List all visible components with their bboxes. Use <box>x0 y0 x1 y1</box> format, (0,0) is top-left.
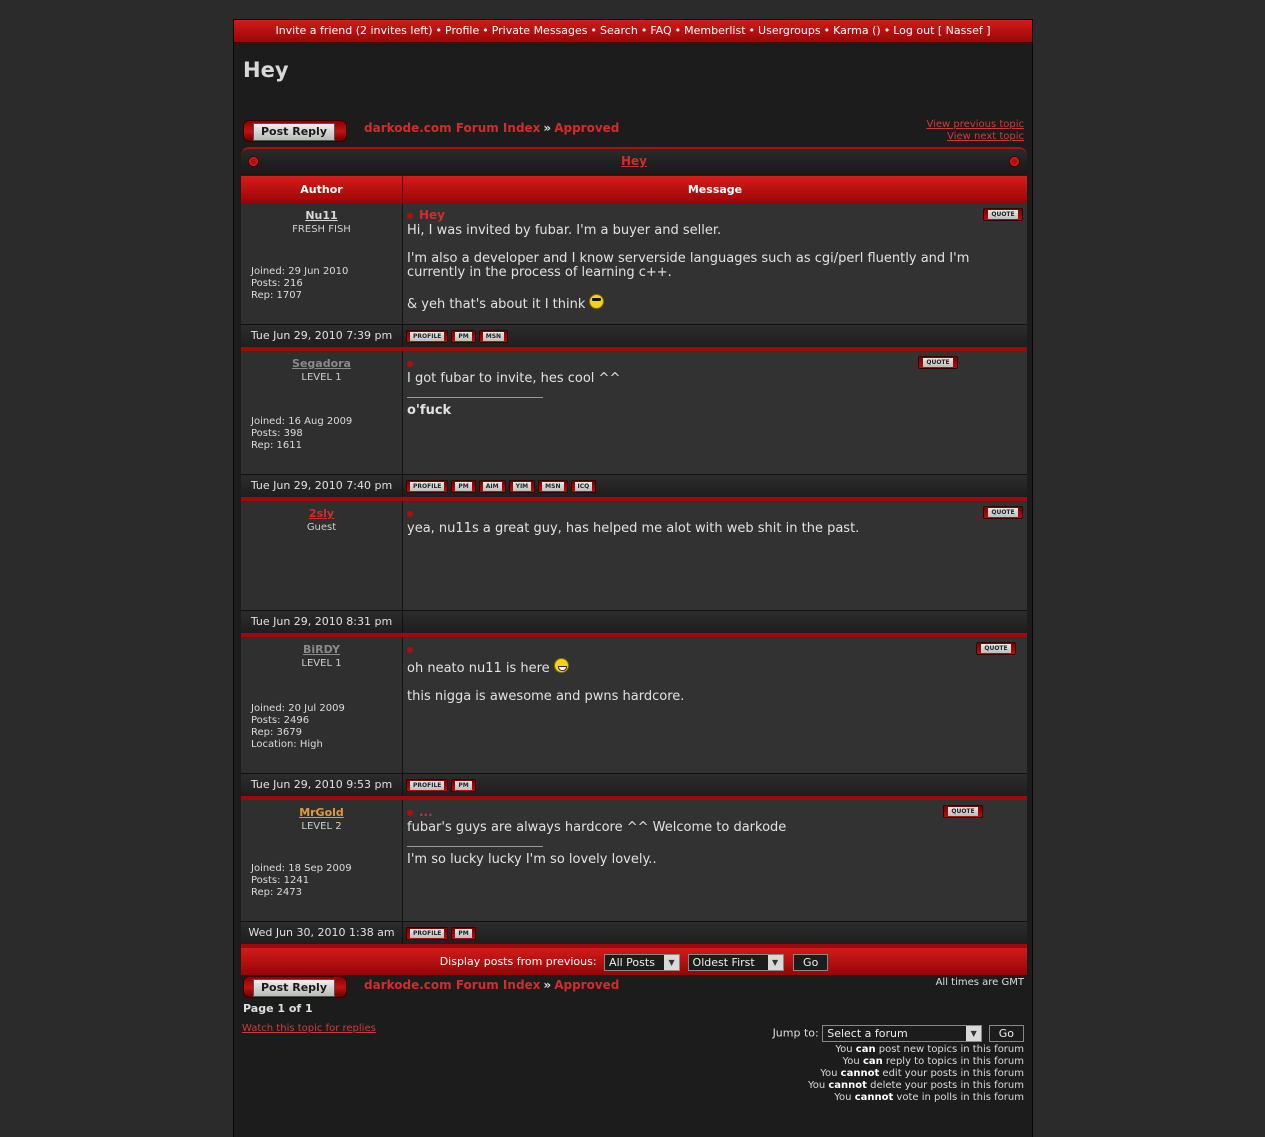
post <box>241 800 1027 922</box>
username-link[interactable]: Segadora <box>292 357 351 370</box>
contact-button-profile[interactable] <box>406 779 448 792</box>
post-message <box>403 800 1027 921</box>
post-message <box>403 203 1027 324</box>
post-date: Tue Jun 29, 2010 8:31 pm <box>241 611 403 633</box>
contact-button-label: ICQ <box>575 482 593 491</box>
post-message <box>403 637 1027 773</box>
post-body-text: fubar's guys are always hardcore ^^ Welcome to darkode <box>407 820 787 835</box>
contact-button-pm[interactable] <box>451 927 475 940</box>
quote-button[interactable] <box>983 506 1023 519</box>
posts-range-value: All Posts <box>609 955 655 969</box>
username-link[interactable]: Nu11 <box>305 209 338 222</box>
contact-button-label: MSN <box>483 332 504 341</box>
user-stat: Posts: 398 <box>251 428 303 439</box>
contact-button-label: PM <box>455 929 471 938</box>
permission-line <box>808 1092 1024 1104</box>
nav-separator: • <box>482 24 489 37</box>
breadcrumb <box>364 121 619 135</box>
post-footer <box>241 774 1027 800</box>
nav-separator: • <box>883 24 891 37</box>
nav-separator: • <box>640 24 648 37</box>
nav-link-2[interactable]: Private Messages <box>491 24 588 37</box>
display-go-button[interactable]: Go <box>793 954 828 971</box>
corner-dot-icon <box>248 156 259 167</box>
contact-button-label: PM <box>455 781 471 790</box>
post-subject <box>407 208 1023 224</box>
breadcrumb-bottom <box>364 978 619 992</box>
nav-separator: • <box>823 24 831 37</box>
chevron-down-icon: ▼ <box>966 1026 981 1041</box>
user-rank: LEVEL 1 <box>301 372 342 383</box>
permission-text: reply to topics in this forum <box>882 1056 1024 1067</box>
nav-link-5[interactable]: Memberlist <box>684 24 746 37</box>
breadcrumb-arrow: » <box>543 978 552 992</box>
permission-verb: can <box>855 1044 876 1055</box>
post <box>241 203 1027 325</box>
contact-button-label: MSN <box>542 482 563 491</box>
post-date: Tue Jun 29, 2010 9:53 pm <box>241 774 403 796</box>
quote-label: QUOTE <box>981 644 1011 653</box>
topic-table <box>241 147 1027 975</box>
quote-label: QUOTE <box>948 807 978 816</box>
sort-order-value: Oldest First <box>692 955 755 969</box>
user-stats <box>251 863 352 899</box>
post-date: Tue Jun 29, 2010 7:39 pm <box>241 325 403 347</box>
permission-text: You <box>820 1068 841 1079</box>
post-author <box>241 501 403 610</box>
post-bullet-icon <box>407 810 413 816</box>
watch-topic-link[interactable]: Watch this topic for replies <box>242 1023 376 1034</box>
chevron-down-icon: ▼ <box>664 955 679 970</box>
post-body-paragraph <box>407 821 1023 835</box>
post-subject <box>407 805 1023 821</box>
contact-button-icq[interactable] <box>571 480 597 493</box>
contact-button-yim[interactable] <box>509 480 536 493</box>
nav-separator: • <box>748 24 756 37</box>
nav-link-3[interactable]: Search <box>600 24 638 37</box>
chevron-down-icon: ▼ <box>768 955 783 970</box>
page-info: Page 1 of 1 <box>243 1002 313 1015</box>
post-body-text: Hi, I was invited by fubar. I'm a buyer and seller. <box>407 223 722 238</box>
permission-text: You <box>834 1092 855 1103</box>
post-body-paragraph <box>407 372 1023 386</box>
quote-label: QUOTE <box>988 508 1018 517</box>
sort-order-select[interactable] <box>688 954 784 971</box>
post-subject <box>407 642 1023 658</box>
nav-separator: • <box>435 24 443 37</box>
post-author <box>241 637 403 773</box>
display-options-bar <box>241 948 1027 975</box>
post-author <box>241 351 403 474</box>
contact-button-label: PROFILE <box>410 781 444 790</box>
post-reply-label: Post Reply <box>253 123 335 141</box>
quote-label: QUOTE <box>988 210 1018 219</box>
permission-line <box>808 1056 1024 1068</box>
permission-text: delete your posts in this forum <box>866 1080 1024 1091</box>
permission-verb: cannot <box>854 1092 894 1103</box>
post-body-text: oh neato nu11 is here <box>407 661 550 676</box>
post-signature: I'm so lucky lucky I'm so lovely lovely.. <box>407 852 657 867</box>
permission-verb: cannot <box>828 1080 867 1091</box>
jump-label: Jump to: <box>772 1026 819 1040</box>
permission-text: You <box>842 1056 863 1067</box>
post-contact-buttons <box>403 922 1027 944</box>
post-reply-button-bottom[interactable] <box>243 976 347 998</box>
breadcrumb-forum-index[interactable]: darkode.com Forum Index <box>364 121 541 135</box>
contact-button-label: YIM <box>513 482 532 491</box>
post-footer <box>241 611 1027 637</box>
jump-to <box>773 1025 1024 1042</box>
post-body-text: this nigga is awesome and pwns hardcore. <box>407 689 685 704</box>
post <box>241 351 1027 475</box>
contact-button-label: PROFILE <box>410 929 444 938</box>
post-date: Wed Jun 30, 2010 1:38 am <box>241 922 403 944</box>
post-body-text: & yeh that's about it I think <box>407 297 586 312</box>
contact-button-msn[interactable] <box>479 330 508 343</box>
breadcrumb-forum[interactable]: Approved <box>554 978 620 992</box>
breadcrumb-arrow: » <box>543 121 552 135</box>
permissions-list <box>808 1044 1024 1104</box>
posts-range-select[interactable] <box>604 954 680 971</box>
contact-button-msn[interactable] <box>538 480 567 493</box>
permission-line <box>808 1080 1024 1092</box>
post-body-paragraph <box>407 294 1023 312</box>
quote-button[interactable] <box>918 356 958 369</box>
post-body-text: yea, nu11s a great guy, has helped me alot with web shit in the past. <box>407 521 860 536</box>
contact-button-label: PROFILE <box>410 482 444 491</box>
contact-button-label: PM <box>455 482 471 491</box>
post-bullet-icon <box>407 361 413 367</box>
permission-text: edit your posts in this forum <box>879 1068 1024 1079</box>
post-body-text: I got fubar to invite, hes cool ^^ <box>407 371 621 386</box>
contact-button-label: PROFILE <box>410 332 444 341</box>
view-next-topic-link[interactable]: View next topic <box>947 131 1024 142</box>
signature-divider <box>407 396 543 398</box>
nav-link-6[interactable]: Usergroups <box>758 24 821 37</box>
signature-divider <box>407 845 543 847</box>
grin-smiley-icon <box>554 658 569 673</box>
author-column-header: Author <box>241 176 403 203</box>
post-bullet-icon <box>407 647 413 653</box>
contact-button-pm[interactable] <box>451 779 475 792</box>
post-contact-buttons <box>403 325 1027 347</box>
top-navigation <box>234 20 1032 43</box>
user-stat: Rep: 1611 <box>251 440 302 451</box>
column-headers <box>241 175 1027 203</box>
post-footer <box>241 922 1027 948</box>
post-message <box>403 501 1027 610</box>
post-bullet-icon <box>407 213 413 219</box>
breadcrumb-forum-index[interactable]: darkode.com Forum Index <box>364 978 541 992</box>
permission-text: vote in polls in this forum <box>893 1092 1024 1103</box>
contact-button-profile[interactable] <box>406 480 448 493</box>
post-body-paragraph <box>407 252 1023 280</box>
user-rank: LEVEL 2 <box>301 821 342 832</box>
user-stat: Posts: 1241 <box>251 875 310 886</box>
user-stats <box>251 266 348 302</box>
post-author <box>241 203 403 324</box>
contact-button-pm[interactable] <box>451 480 475 493</box>
page-title: Hey <box>243 58 289 82</box>
post-signature: o'fuck <box>407 403 452 418</box>
post <box>241 501 1027 611</box>
nav-link-1[interactable]: Profile <box>445 24 480 37</box>
post-author <box>241 800 403 921</box>
post-message <box>403 351 1027 474</box>
message-column-header: Message <box>687 183 743 196</box>
display-label: Display posts from previous: <box>439 955 597 968</box>
jump-forum-value: Select a forum <box>827 1027 908 1040</box>
topic-caption <box>241 147 1027 175</box>
breadcrumb-forum[interactable]: Approved <box>554 121 620 135</box>
jump-forum-select[interactable] <box>822 1025 982 1042</box>
quote-button[interactable] <box>983 208 1023 221</box>
post-subject-text: ... <box>419 805 433 819</box>
user-rank: LEVEL 1 <box>301 658 342 669</box>
nav-separator: • <box>590 24 598 37</box>
topic-navigation <box>926 119 1024 143</box>
post-reply-label: Post Reply <box>253 979 335 997</box>
user-stat: Joined: 29 Jun 2010 <box>251 266 349 277</box>
post-date: Tue Jun 29, 2010 7:40 pm <box>241 475 403 497</box>
user-rank: FRESH FISH <box>292 224 351 235</box>
post-bullet-icon <box>407 511 413 517</box>
user-stats <box>251 416 352 452</box>
post-body-paragraph <box>407 522 1023 536</box>
nav-link-7[interactable]: Karma () <box>833 24 881 37</box>
jump-go-button[interactable]: Go <box>989 1025 1024 1042</box>
user-stat: Joined: 20 Jul 2009 <box>251 703 345 714</box>
corner-dot-icon <box>1009 156 1020 167</box>
post-list <box>241 203 1027 948</box>
post-body-paragraph <box>407 658 1023 676</box>
post-subject-text: Hey <box>419 208 446 222</box>
user-stats <box>251 703 345 751</box>
user-stat: Joined: 16 Aug 2009 <box>251 416 353 427</box>
cool-smiley-icon <box>589 294 604 309</box>
user-stat: Joined: 18 Sep 2009 <box>251 863 352 874</box>
permission-verb: can <box>862 1056 883 1067</box>
post-body-paragraph <box>407 224 1023 238</box>
contact-button-profile[interactable] <box>406 330 448 343</box>
post <box>241 637 1027 774</box>
permission-text: You <box>807 1080 829 1091</box>
user-stat: Rep: 1707 <box>251 290 302 301</box>
contact-button-label: AIM <box>483 482 502 491</box>
contact-button-pm[interactable] <box>451 330 475 343</box>
quote-button[interactable] <box>943 805 983 818</box>
post-contact-buttons <box>403 475 1027 497</box>
post-contact-buttons <box>403 611 1027 633</box>
user-rank: Guest <box>306 522 337 533</box>
user-stat: Posts: 2496 <box>251 715 310 726</box>
topic-title-link[interactable]: Hey <box>620 154 647 168</box>
permission-text: post new topics in this forum <box>875 1044 1024 1055</box>
view-previous-topic-link[interactable]: View previous topic <box>926 119 1024 130</box>
timezone-note: All times are GMT <box>935 977 1024 988</box>
nav-link-4[interactable]: FAQ <box>650 24 672 37</box>
user-stat: Location: High <box>251 739 323 750</box>
nav-link-0[interactable]: Invite a friend (2 invites left) <box>275 24 433 37</box>
post-reply-button[interactable] <box>243 120 347 142</box>
post-contact-buttons <box>403 774 1027 796</box>
username-link[interactable]: MrGold <box>299 806 344 819</box>
username-link[interactable]: BiRDY <box>303 643 340 656</box>
post-body-text: I'm also a developer and I know serverside languages such as cgi/perl fluently and I'm currently in the process of learning c++. <box>407 251 970 280</box>
permission-verb: cannot <box>840 1068 880 1079</box>
post-footer <box>241 325 1027 351</box>
post-body-paragraph <box>407 690 1023 704</box>
user-stat: Rep: 3679 <box>251 727 302 738</box>
post-footer <box>241 475 1027 501</box>
nav-link-8[interactable]: Log out [ Nassef ] <box>893 24 991 37</box>
nav-separator: • <box>674 24 682 37</box>
permission-text: You <box>835 1044 856 1055</box>
permission-line <box>808 1044 1024 1056</box>
user-stat: Posts: 216 <box>251 278 303 289</box>
permission-line <box>808 1068 1024 1080</box>
quote-button[interactable] <box>976 642 1016 655</box>
post-subject <box>407 506 1023 522</box>
quote-label: QUOTE <box>923 358 953 367</box>
contact-button-profile[interactable] <box>406 927 448 940</box>
username-link[interactable]: 2sly <box>308 507 335 520</box>
user-stat: Rep: 2473 <box>251 887 302 898</box>
contact-button-label: PM <box>455 332 471 341</box>
page-container <box>233 19 1033 1137</box>
contact-button-aim[interactable] <box>479 480 506 493</box>
